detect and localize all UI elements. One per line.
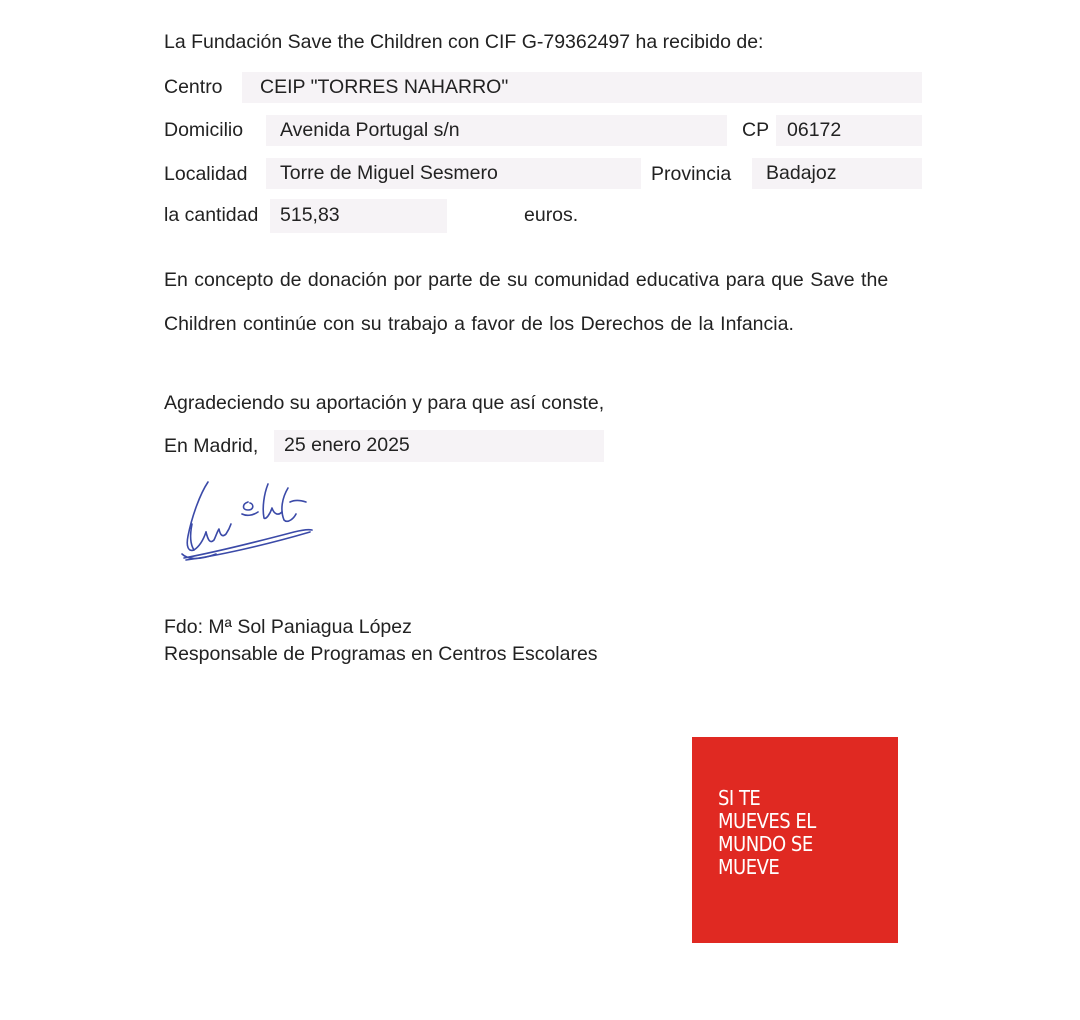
intro-text: La Fundación Save the Children con CIF G-79362497 ha recibido de: — [164, 31, 764, 53]
slogan-line-2: MUEVES EL — [718, 809, 816, 833]
date-field[interactable]: 25 enero 2025 — [274, 430, 604, 462]
cantidad-field[interactable]: 515,83 — [270, 199, 447, 233]
centro-field[interactable]: CEIP "TORRES NAHARRO" — [242, 72, 922, 103]
currency-label: euros. — [524, 204, 579, 226]
cp-label: CP — [742, 119, 770, 141]
slogan-line-4: MUEVE — [718, 855, 780, 879]
slogan-text — [718, 787, 816, 879]
closing-text: Agradeciendo su aportación y para que así conste, — [164, 392, 605, 414]
slogan-line-1: SI TE — [718, 786, 761, 810]
cantidad-label: la cantidad — [164, 204, 259, 226]
place-label: En Madrid, — [164, 435, 259, 457]
provincia-label: Provincia — [651, 163, 732, 185]
domicilio-field[interactable]: Avenida Portugal s/n — [266, 115, 727, 146]
localidad-label: Localidad — [164, 163, 248, 185]
concept-paragraph: En concepto de donación por parte de su comunidad educativa para que Save the Children continúe con su trabajo a favor de los Derechos de la Infancia. — [164, 269, 889, 335]
centro-label: Centro — [164, 76, 223, 98]
domicilio-label: Domicilio — [164, 119, 244, 141]
localidad-field[interactable]: Torre de Miguel Sesmero — [266, 158, 641, 189]
slogan-badge — [692, 737, 898, 943]
signer-name: Fdo: Mª Sol Paniagua López — [164, 616, 412, 638]
slogan-line-3: MUNDO SE — [718, 832, 813, 856]
provincia-field[interactable]: Badajoz — [752, 158, 922, 189]
signature-mark — [176, 474, 321, 566]
signer-role: Responsable de Programas en Centros Escolares — [164, 643, 598, 665]
cp-field[interactable]: 06172 — [776, 115, 922, 146]
